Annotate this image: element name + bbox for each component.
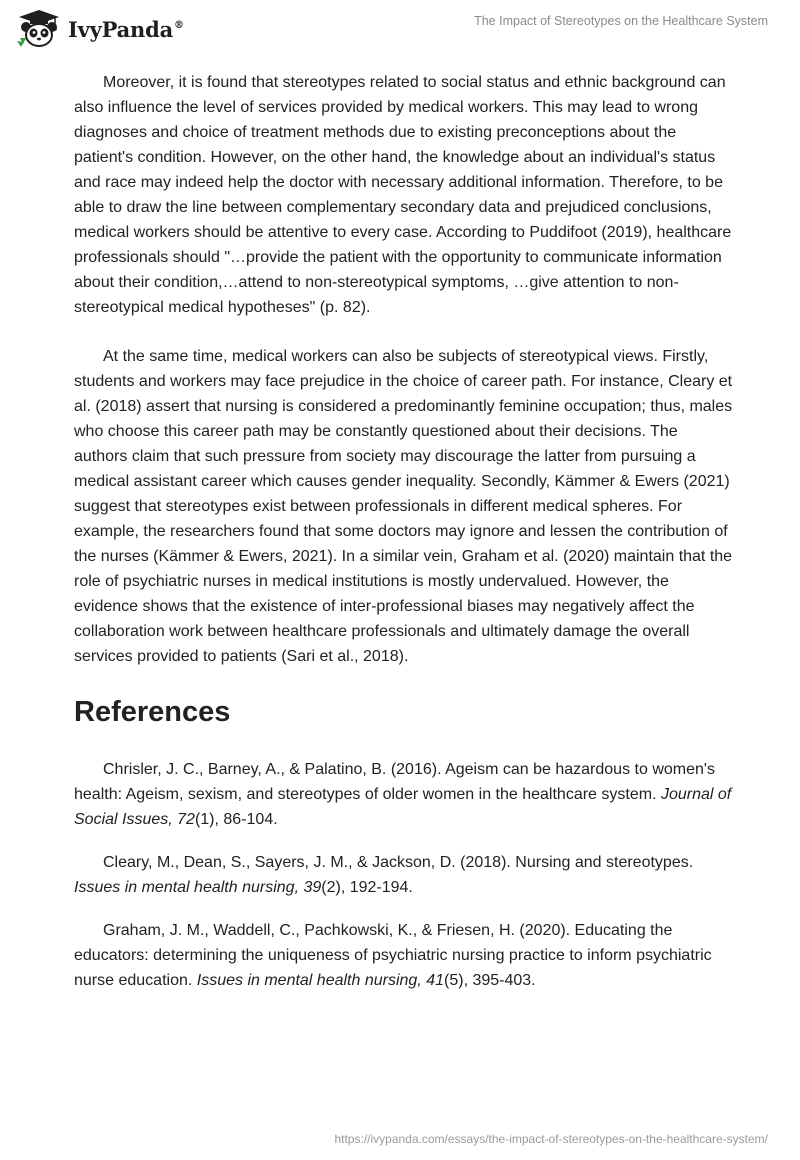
reference-item: Chrisler, J. C., Barney, A., & Palatino, B. (2016). Ageism can be hazardous to women's health: Ageism, sexism, and stereotypes of older women in the healthcare system. Journal of Social Issues, 72(1), 86-104. bbox=[74, 761, 732, 828]
references-heading: References bbox=[74, 696, 231, 728]
essay-content bbox=[74, 70, 734, 1011]
page-header bbox=[0, 0, 800, 60]
ivypanda-logo[interactable] bbox=[14, 8, 184, 50]
reference-item: Graham, J. M., Waddell, C., Pachkowski, K., & Friesen, H. (2020). Educating the educators: determining the uniqueness of psychiatric nursing practice to inform psychiatric nurse education. Issues in mental health nursing, 41(5), 395-403. bbox=[74, 922, 712, 989]
body-paragraph-1: Moreover, it is found that stereotypes related to social status and ethnic background can also influence the level of services provided by medical workers. This may lead to wrong diagnoses and choice of treatment methods due to existing preconceptions about the patient's condition. However, on the other hand, the knowledge about an individual's status and race may indeed help the doctor with necessary additional information. Therefore, to be able to draw the line between complementary secondary data and prejudiced conclusions, medical workers should be attentive to every case. According to Puddifoot (2019), healthcare professionals should "…provide the patient with the opportunity to communicate information about their condition,…attend to non-stereotypical symptoms, …give attention to non-stereotypical medical hypotheses" (p. 82). bbox=[74, 74, 732, 316]
panda-graduate-icon bbox=[14, 8, 64, 50]
reference-item: Cleary, M., Dean, S., Sayers, J. M., & Jackson, D. (2018). Nursing and stereotypes. Issues in mental health nursing, 39(2), 192-194. bbox=[74, 854, 694, 896]
document-title: The Impact of Stereotypes on the Healthcare System bbox=[474, 14, 768, 28]
body-paragraph-2: At the same time, medical workers can also be subjects of stereotypical views. Firstly, students and workers may face prejudice in the choice of career path. For instance, Cleary et al. (2018) assert that nursing is considered a predominantly feminine occupation; thus, males who choose this career path may be constantly questioned about their decisions. The authors claim that such pressure from society may discourage the latter from pursuing a medical assistant career which causes gender inequality. Secondly, Kämmer & Ewers (2021) suggest that stereotypes exist between professionals in different medical spheres. For example, the researchers found that some doctors may ignore and lessen the contribution of the nurses (Kämmer & Ewers, 2021). In a similar vein, Graham et al. (2020) maintain that the role of psychiatric nurses in medical institutions is mostly undervalued. However, the evidence shows that the existence of inter-professional biases may negatively affect the collaboration work between healthcare professionals and ultimately damage the overall services provided to patients (Sari et al., 2018). bbox=[74, 348, 733, 665]
logo-wordmark: IvyPanda® bbox=[68, 16, 184, 42]
source-url[interactable]: https://ivypanda.com/essays/the-impact-of-stereotypes-on-the-healthcare-system/ bbox=[334, 1132, 768, 1146]
